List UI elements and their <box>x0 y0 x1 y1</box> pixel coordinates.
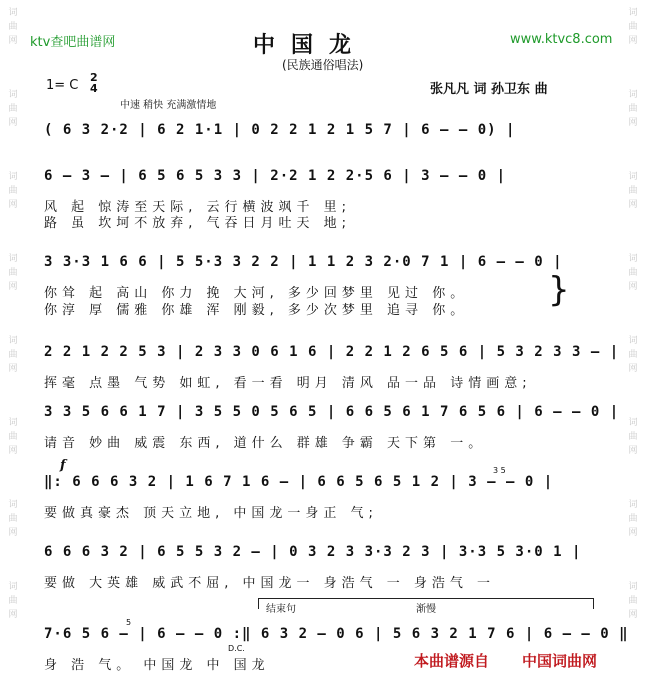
score-line-5-notes: 3 3 5 6 6 1 7 | 3 5 5 0 5 6 5 | 6 6 5 6 1 7 6 5 6 | 6 — — 0 | <box>44 404 620 420</box>
key-signature: 1= C <box>46 78 79 93</box>
lyric-line-2a: 风 起 惊涛至天际, 云行横波飒千 里; <box>44 200 352 215</box>
ending-label: 结束句 <box>266 604 296 615</box>
lyric-line-3b: 你淳 厚 儒雅 你雄 浑 刚毅, 多少次梦里 追寻 你。 <box>44 303 469 318</box>
site-link-left[interactable]: ktv查吧曲谱网 <box>30 35 116 50</box>
right-watermark-column: 词 曲 网 词 曲 网 词 曲 网 词 曲 网 词 曲 网 词 曲 网 词 曲 网 词 曲 网 <box>628 8 638 620</box>
lyric-line-6: 要做真豪杰 顶天立地, 中国龙一身正 气; <box>44 506 378 521</box>
source-label: 本曲谱源自 <box>414 652 490 670</box>
score-line-7-notes: 6 6 6 3 2 | 6 5 5 3 2 — | 0 3 2 3 3·3 2 3 | 3·3 5 3·0 1 | <box>44 544 582 560</box>
lyric-line-3a: 你耸 起 高山 你力 挽 大河, 多少回梦里 见过 你。 <box>44 286 469 301</box>
score-line-3-notes: 3 3·3 1 6 6 | 5 5·3 3 2 2 | 1 1 2 3 2·0 7 1 | 6 — — 0 | <box>44 254 563 270</box>
ending-tempo: 渐慢 <box>416 604 436 615</box>
lyric-line-2b: 路 虽 坎坷不放弃, 气吞日月吐天 地; <box>44 216 352 231</box>
time-signature: 2 4 <box>90 71 98 95</box>
site-link-right[interactable]: www.ktvc8.com <box>510 32 613 47</box>
da-capo-mark: D.C. <box>228 644 245 653</box>
score-line-2-notes: 6 — 3 — | 6 5 6 5 3 3 | 2·2 1 2 2·5 6 | 3 — — 0 | <box>44 168 507 184</box>
tempo-marking: 中速 稍快 充满激情地 <box>120 100 217 111</box>
left-watermark-column: 词 曲 网 词 曲 网 词 曲 网 词 曲 网 词 曲 网 词 曲 网 词 曲 网 词 曲 网 <box>8 8 18 620</box>
song-subtitle: (民族通俗唱法) <box>282 58 364 72</box>
song-title: 中国龙 <box>253 33 368 58</box>
verse-brace: } <box>548 270 570 310</box>
song-credits: 张凡凡 词 孙卫东 曲 <box>430 82 548 97</box>
score-line-6-notes: ‖: 6 6 6 3 2 | 1 6 7 1 6 — | 6 6 5 6 5 1 2 | 3 — — 0 | <box>44 474 554 490</box>
grace-note-small: 5 <box>126 618 132 627</box>
grace-note: 3 5 <box>493 466 506 475</box>
source-site[interactable]: 中国词曲网 <box>522 652 598 670</box>
lyric-line-5: 请音 妙曲 威震 东西, 道什么 群雄 争霸 天下第 一。 <box>44 436 487 451</box>
score-line-8-notes: 7·6 5 6 — | 6 — — 0 :‖ 6 3 2 — 0 6 | 5 6 3 2 1 7 6 | 6 — — 0 ‖ <box>44 626 629 642</box>
score-line-1-notes: ( 6 3 2·2 | 6 2 1·1 | 0 2 2 1 2 1 5 7 | 6 — — 0) | <box>44 122 516 138</box>
lyric-line-7: 要做 大英雄 威武不屈, 中国龙一 身浩气 一 身浩气 一 <box>44 576 496 591</box>
lyric-line-4: 挥毫 点墨 气势 如虹, 看一看 明月 清风 品一品 诗情画意; <box>44 376 532 391</box>
lyric-line-8: 身 浩 气。 中国龙 中 国龙 <box>44 658 270 673</box>
dynamic-forte: f <box>60 458 66 473</box>
score-line-4-notes: 2 2 1 2 2 5 3 | 2 3 3 0 6 1 6 | 2 2 1 2 6 5 6 | 5 3 2 3 3 — | <box>44 344 620 360</box>
